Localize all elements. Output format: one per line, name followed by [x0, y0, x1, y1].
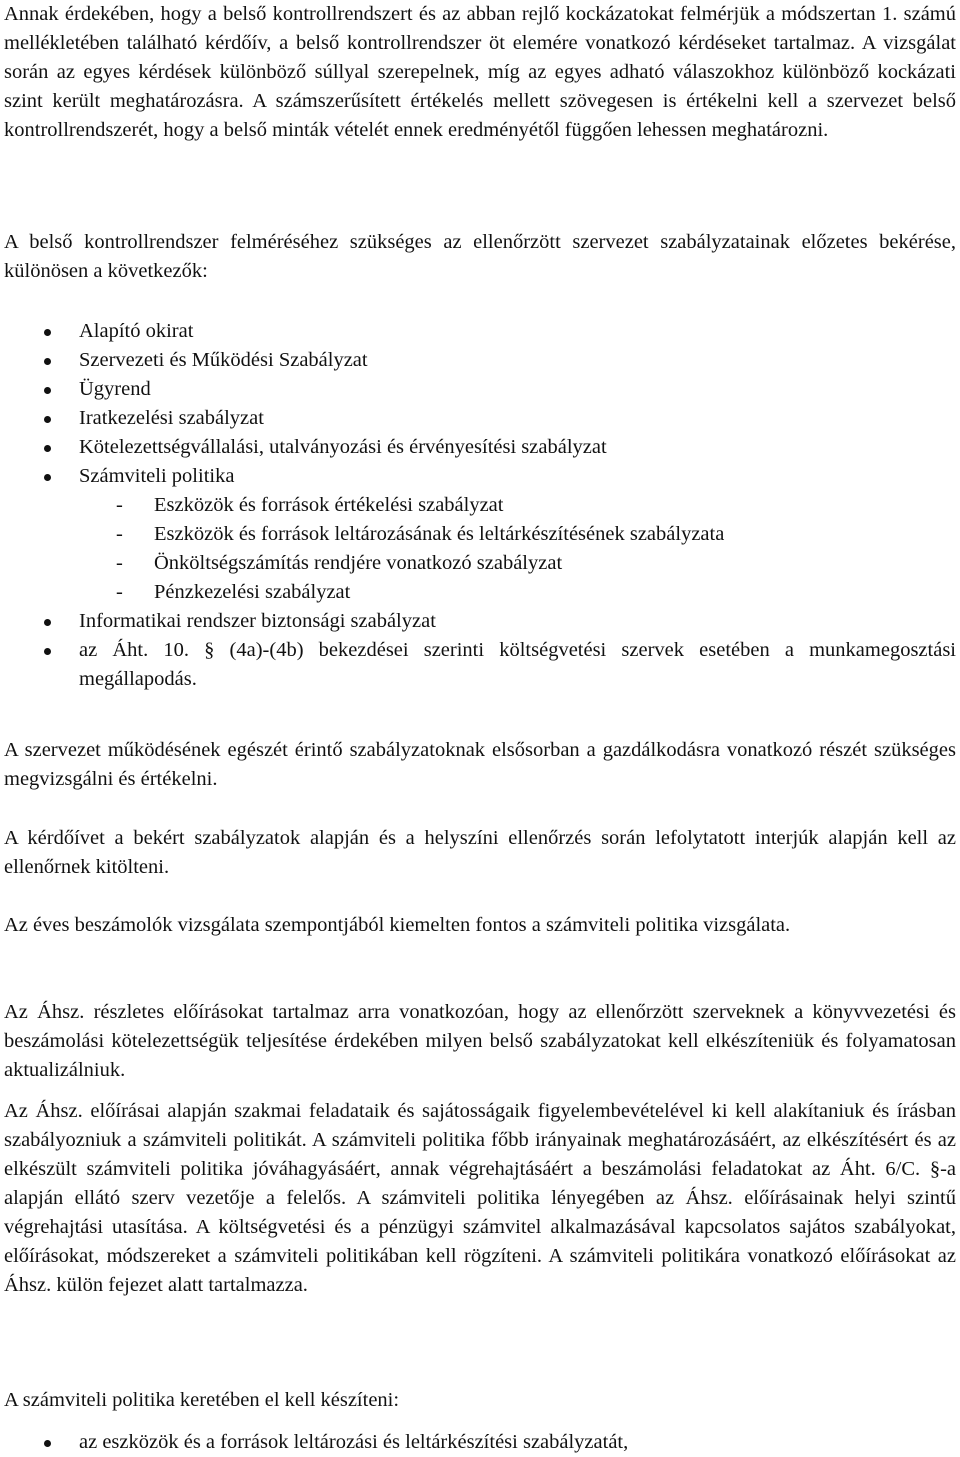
dash-marker: -: [116, 552, 123, 574]
bullet-icon: [44, 619, 51, 626]
list-item: Számviteli politika: [0, 462, 960, 491]
bullet-icon: [44, 1440, 51, 1447]
list-item: Szervezeti és Működési Szabályzat: [0, 346, 960, 375]
list-item: Informatikai rendszer biztonsági szabályzat: [0, 607, 960, 636]
bullet-icon: [44, 329, 51, 336]
dash-marker: -: [116, 494, 123, 516]
list-item: Kötelezettségvállalási, utalványozási és érvényesítési szabályzat: [0, 433, 960, 462]
sub-list-item: - Eszközök és források leltározásának és leltárkészítésének szabályzata: [0, 520, 960, 549]
paragraph-regulations-intro: A belső kontrollrendszer felméréséhez szükséges az ellenőrzött szervezet szabályzatainak előzetes bekérése, különösen a következők:: [4, 231, 956, 282]
sub-list-item: - Pénzkezelési szabályzat: [0, 578, 960, 607]
bullet-icon: [44, 474, 51, 481]
paragraph-overall-regulations: A szervezet működésének egészét érintő szabályzatoknak elsősorban a gazdálkodásra vonatkozó részét szükséges megvizsgálni és értékelni.: [4, 739, 956, 790]
bullet-icon: [44, 358, 51, 365]
bullet-icon: [44, 416, 51, 423]
dash-marker: -: [116, 581, 123, 603]
paragraph-ahsz-detailed: Az Áhsz. részletes előírásokat tartalmaz arra vonatkozóan, hogy az ellenőrzött szerveknek a könyvvezetési és beszámolási kötelezettségük teljesítése érdekében milyen belső szabályzatokat kell elkészíteniük és folyamatosan aktualizálniuk.: [4, 1001, 956, 1081]
regulations-list: [0, 317, 960, 694]
sub-list-item: - Eszközök és források értékelési szabályzat: [0, 491, 960, 520]
dash-marker: -: [116, 523, 123, 545]
paragraph-methodology: Annak érdekében, hogy a belső kontrollrendszert és az abban rejlő kockázatokat felmérjük a módszertan 1. számú mellékletében található kérdőív, a belső kontrollrendszer öt elemére vonatkozó kérdéseket tartalmaz. A vizsgálat során az egyes kérdések különböző súllyal szerepelnek, míg az egyes adható válaszokhoz különböző kockázati szint került meghatározásra. A számszerűsített értékelés mellett szövegesen is értékelni kell a szervezet belső kontrollrendszerét, hogy a belső minták vételét ennek eredményétől függően lehessen meghatározni.: [4, 3, 956, 141]
list-item: az Áht. 10. § (4a)-(4b) bekezdései szerinti költségvetési szervek esetében a munkamegosztási megállapodás.: [0, 636, 960, 694]
paragraph-annual-reports: Az éves beszámolók vizsgálata szempontjából kiemelten fontos a számviteli politika vizsgálata.: [4, 914, 791, 936]
list-item: Iratkezelési szabályzat: [0, 404, 960, 433]
sub-list-item: - Önköltségszámítás rendjére vonatkozó szabályzat: [0, 549, 960, 578]
list-item: Alapító okirat: [0, 317, 960, 346]
policy-list: [0, 1428, 960, 1457]
bullet-icon: [44, 445, 51, 452]
list-item: Ügyrend: [0, 375, 960, 404]
bullet-icon: [44, 387, 51, 394]
paragraph-policy-framework: A számviteli politika keretében el kell készíteni:: [4, 1389, 400, 1411]
bullet-icon: [44, 648, 51, 655]
paragraph-questionnaire: A kérdőívet a bekért szabályzatok alapján és a helyszíni ellenőrzés során lefolytatott interjúk alapján kell az ellenőrnek kitölteni.: [4, 827, 956, 878]
paragraph-accounting-policy: Az Áhsz. előírásai alapján szakmai feladataik és sajátosságaik figyelembevételével ki kell alakítaniuk és írásban szabályozniuk a számviteli politikát. A számviteli politika főbb irányainak meghatározásáért, az elkészítésért és az elkészült számviteli politika jóváhagyásáért, annak végrehajtásáért a beszámolási feladatokat az Áht. 6/C. §-a alapján ellátó szerv vezetője a felelős. A számviteli politika lényegében az Áhsz. előírásainak helyi szintű végrehajtási utasítása. A költségvetési és a pénzügyi számvitel alkalmazásával kapcsolatos sajátos szabályokat, előírásokat, módszereket a számviteli politikában kell rögzíteni. A számviteli politikára vonatkozó előírásokat az Áhsz. külön fejezet alatt tartalmazza.: [4, 1100, 956, 1296]
list-item: az eszközök és a források leltározási és leltárkészítési szabályzatát,: [0, 1428, 960, 1457]
